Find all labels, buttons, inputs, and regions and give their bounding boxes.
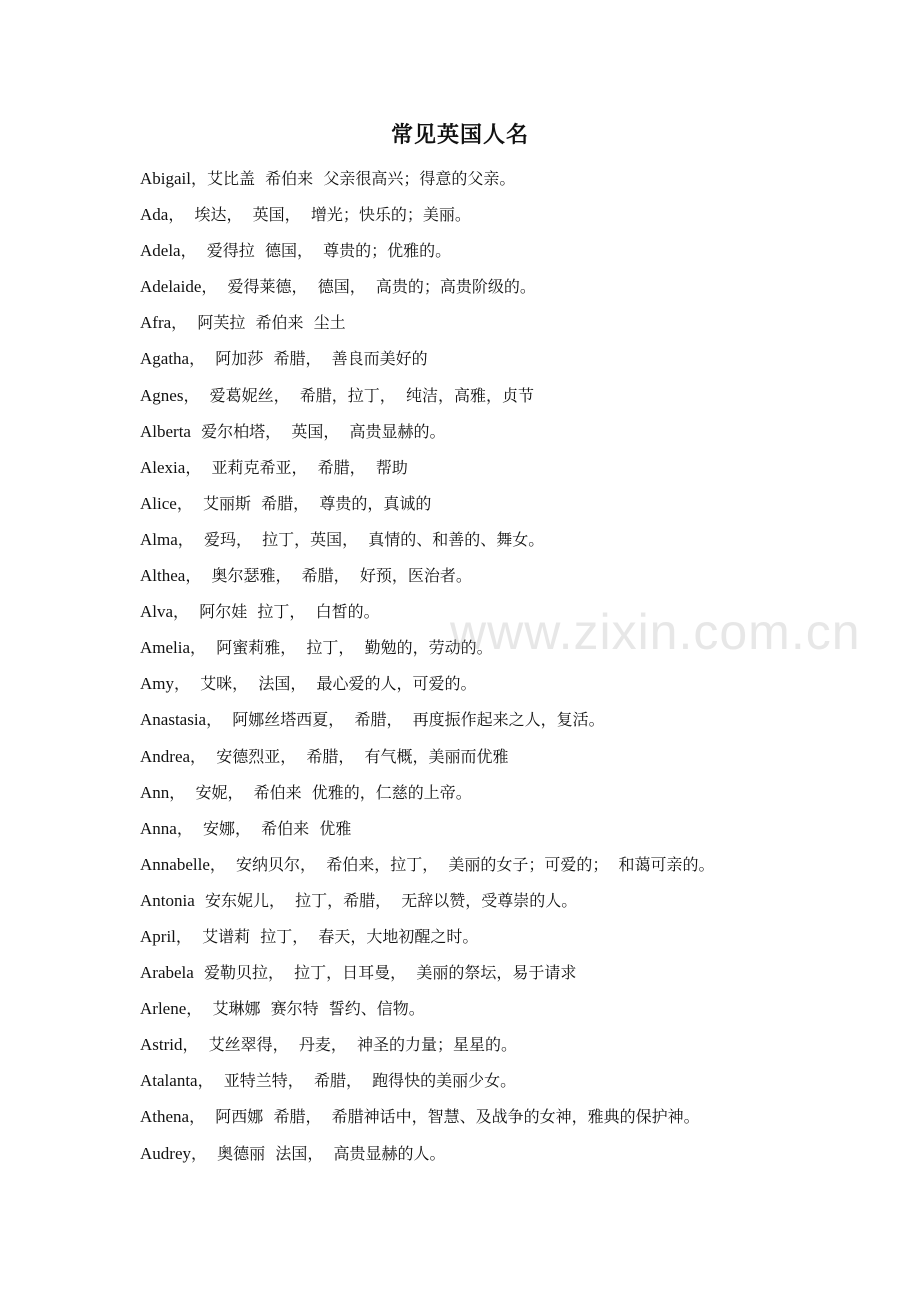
entry-english-name: Andrea	[140, 746, 191, 766]
name-entry	[140, 742, 900, 778]
entry-description: ，艾比盖 希伯来 父亲很高兴；得意的父亲。	[191, 169, 516, 188]
entry-description: ， 安娜， 希伯来 优雅	[176, 818, 352, 838]
entry-description: ， 安德烈亚， 希腊， 有气概，美丽而优雅	[190, 746, 509, 766]
entry-english-name: Agnes	[140, 385, 184, 405]
entry-english-name: Astrid	[140, 1035, 183, 1055]
entry-english-name: Arlene	[140, 999, 187, 1019]
entry-english-name: Annabelle	[140, 854, 210, 874]
name-entry	[140, 633, 900, 669]
name-entry	[140, 814, 900, 850]
entry-english-name: Amelia	[140, 638, 191, 658]
entry-english-name: Ada	[140, 205, 169, 225]
entry-english-name: Alberta	[140, 421, 191, 441]
entry-english-name: Amy	[140, 674, 174, 694]
entry-english-name: Afra	[140, 313, 172, 333]
name-list	[140, 164, 900, 1175]
name-entry	[140, 272, 900, 308]
name-entry	[140, 236, 900, 272]
name-entry	[140, 417, 900, 453]
name-entry	[140, 705, 900, 741]
entry-description: ， 爱得拉 德国， 尊贵的；优雅的。	[180, 241, 452, 261]
entry-description: ， 阿加莎 希腊， 善良而美好的	[189, 349, 428, 369]
entry-description: 爱勒贝拉， 拉丁，日耳曼， 美丽的祭坛，易于请求	[193, 963, 577, 983]
entry-description: ， 艾咪， 法国， 最心爱的人，可爱的。	[174, 674, 477, 694]
entry-english-name: Alice	[140, 493, 177, 513]
entry-description: ， 爱得莱德， 德国， 高贵的；高贵阶级的。	[201, 277, 536, 297]
entry-english-name: Arabela	[140, 963, 194, 983]
entry-english-name: April	[140, 926, 176, 946]
name-entry	[140, 1066, 900, 1102]
watermark: www.zixin.com.cn	[450, 604, 861, 660]
entry-description: 爱尔柏塔， 英国， 高贵显赫的。	[190, 421, 446, 441]
document-title: 常见英国人名	[390, 122, 529, 148]
entry-description: ， 亚莉克希亚， 希腊， 帮助	[185, 457, 408, 477]
entry-description: ， 爱玛， 拉丁，英国， 真情的、和善的、舞女。	[177, 529, 545, 549]
entry-description: ， 艾丽斯 希腊， 尊贵的，真诚的	[176, 493, 432, 513]
entry-english-name: Agatha	[140, 349, 190, 369]
entry-description: ， 阿蜜莉雅， 拉丁， 勤勉的，劳动的。	[190, 638, 493, 658]
name-entry	[140, 308, 900, 344]
name-entry	[140, 200, 900, 236]
name-entry	[140, 1102, 900, 1138]
entry-description: ， 安妮， 希伯来 优雅的，仁慈的上帝。	[169, 782, 472, 802]
name-entry	[140, 597, 900, 633]
entry-english-name: Anna	[140, 818, 177, 838]
entry-english-name: Antonia	[140, 890, 195, 910]
entry-description: ， 阿芙拉 希伯来 尘土	[171, 313, 346, 333]
name-entry	[140, 886, 900, 922]
name-entry	[140, 778, 900, 814]
entry-description: ， 埃达， 英国， 增光；快乐的；美丽。	[168, 205, 471, 225]
entry-english-name: Abigail	[140, 169, 191, 188]
entry-description: 安东妮儿， 拉丁，希腊， 无辞以赞，受尊崇的人。	[194, 890, 578, 910]
entry-description: ， 安纳贝尔， 希伯来，拉丁， 美丽的女子；可爱的； 和蔼可亲的。	[209, 854, 715, 874]
name-entry	[140, 669, 900, 705]
entry-description: ， 阿尔娃 拉丁， 白皙的。	[173, 602, 380, 622]
name-entry	[140, 525, 900, 561]
entry-english-name: Adelaide	[140, 277, 202, 297]
name-entry	[140, 994, 900, 1030]
entry-english-name: Adela	[140, 241, 181, 261]
name-entry	[140, 1030, 900, 1066]
name-entry	[140, 381, 900, 417]
entry-description: ， 阿西娜 希腊， 希腊神话中，智慧、及战争的女神，雅典的保护神。	[189, 1107, 700, 1127]
name-entry	[140, 922, 900, 958]
entry-english-name: Alva	[140, 602, 174, 622]
entry-description: ， 艾丝翠得， 丹麦， 神圣的力量；星星的。	[182, 1035, 518, 1055]
entry-english-name: Alma	[140, 529, 178, 549]
entry-english-name: Ann	[140, 782, 170, 802]
entry-description: ， 艾琳娜 赛尔特 誓约、信物。	[186, 999, 425, 1019]
name-entry	[140, 561, 900, 597]
entry-description: ， 奥尔瑟雅， 希腊， 好预，医治者。	[185, 566, 472, 586]
name-entry	[140, 453, 900, 489]
entry-english-name: Audrey	[140, 1143, 191, 1163]
name-entry	[140, 344, 900, 380]
name-entry	[140, 1139, 900, 1175]
entry-english-name: Athena	[140, 1107, 190, 1127]
entry-description: ， 奥德丽 法国， 高贵显赫的人。	[190, 1143, 446, 1163]
name-entry	[140, 489, 900, 525]
name-entry	[140, 164, 900, 200]
entry-description: ， 艾谱莉 拉丁， 春天，大地初醒之时。	[175, 926, 479, 946]
name-entry	[140, 850, 900, 886]
entry-description: ， 亚特兰特， 希腊， 跑得快的美丽少女。	[197, 1071, 517, 1091]
entry-english-name: Althea	[140, 566, 186, 586]
entry-description: ， 爱葛妮丝， 希腊，拉丁， 纯洁，高雅，贞节	[183, 385, 534, 405]
name-entry	[140, 958, 900, 994]
entry-english-name: Alexia	[140, 457, 186, 477]
entry-description: ， 阿娜丝塔西夏， 希腊， 再度振作起来之人，复活。	[206, 710, 605, 730]
entry-english-name: Anastasia	[140, 710, 207, 730]
entry-english-name: Atalanta	[140, 1071, 198, 1091]
